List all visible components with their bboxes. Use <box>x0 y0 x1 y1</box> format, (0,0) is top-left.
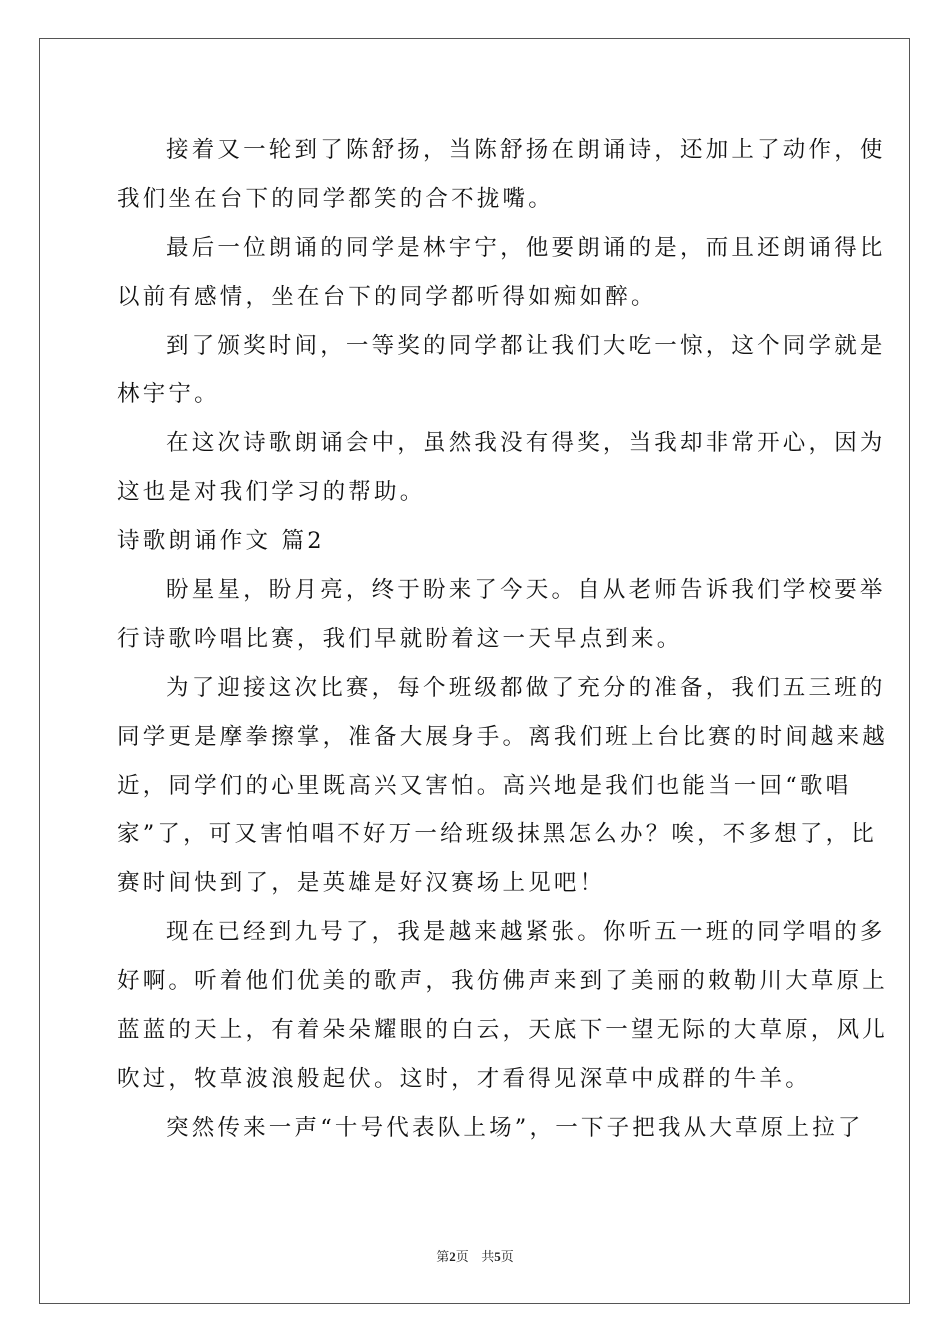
text-line: 我们坐在台下的同学都笑的合不拢嘴。 <box>117 185 554 212</box>
paragraph-first-line: 到了颁奖时间，一等奖的同学都让我们大吃一惊，这个同学就是 <box>166 332 886 359</box>
text-line: 好啊。听着他们优美的歌声，我仿佛声来到了美丽的敕勒川大草原上 <box>117 968 889 995</box>
text-line: 以前有感情，坐在台下的同学都听得如痴如醉。 <box>117 283 657 310</box>
paragraph-first-line: 最后一位朗诵的同学是林宇宁，他要朗诵的是，而且还朗诵得比 <box>166 234 886 261</box>
footer-page-word: 页 <box>455 1250 469 1265</box>
paragraph-first-line: 接着又一轮到了陈舒扬，当陈舒扬在朗诵诗，还加上了动作，使 <box>166 137 886 163</box>
text-line: 近，同学们的心里既高兴又害怕。高兴地是我们也能当一回“歌唱 <box>117 772 852 799</box>
text-line: 这也是对我们学习的帮助。 <box>117 479 426 506</box>
text-line: 家”了，可又害怕唱不好万一给班级抹黑怎么办？唉，不多想了，比 <box>117 821 878 848</box>
footer-total-word: 页 <box>500 1250 514 1265</box>
paragraph-first-line: 在这次诗歌朗诵会中，虽然我没有得奖，当我却非常开心，因为 <box>166 430 886 457</box>
document-body <box>117 126 889 1153</box>
text-line: 行诗歌吟唱比赛，我们早就盼着这一天早点到来。 <box>117 625 683 652</box>
footer-total-prefix: 共 <box>481 1250 495 1265</box>
footer-prefix: 第 <box>436 1250 450 1265</box>
paragraph-first-line: 为了迎接这次比赛，每个班级都做了充分的准备，我们五三班的 <box>166 674 886 701</box>
text-line: 蓝蓝的天上，有着朵朵耀眼的白云，天底下一望无际的大草原，风儿 <box>117 1017 889 1044</box>
paragraph-first-line: 突然传来一声“十号代表队上场”，一下子把我从大草原上拉了 <box>166 1114 864 1141</box>
text-line: 同学更是摩拳擦掌，准备大展身手。离我们班上台比赛的时间越来越 <box>117 723 889 750</box>
paragraph-first-line: 现在已经到九号了，我是越来越紧张。你听五一班的同学唱的多 <box>166 919 886 946</box>
page-footer <box>0 1246 950 1265</box>
footer-current-page: 2 <box>449 1249 456 1264</box>
text-line: 吹过，牧草波浪般起伏。这时，才看得见深草中成群的牛羊。 <box>117 1065 811 1092</box>
footer-total-pages: 5 <box>494 1249 501 1264</box>
text-line: 赛时间快到了，是英雄是好汉赛场上见吧！ <box>117 870 606 897</box>
paragraph-first-line: 盼星星，盼月亮，终于盼来了今天。自从老师告诉我们学校要举 <box>166 577 886 604</box>
text-line: 诗歌朗诵作文 篇2 <box>117 528 325 555</box>
text-line: 林宇宁。 <box>117 381 220 408</box>
